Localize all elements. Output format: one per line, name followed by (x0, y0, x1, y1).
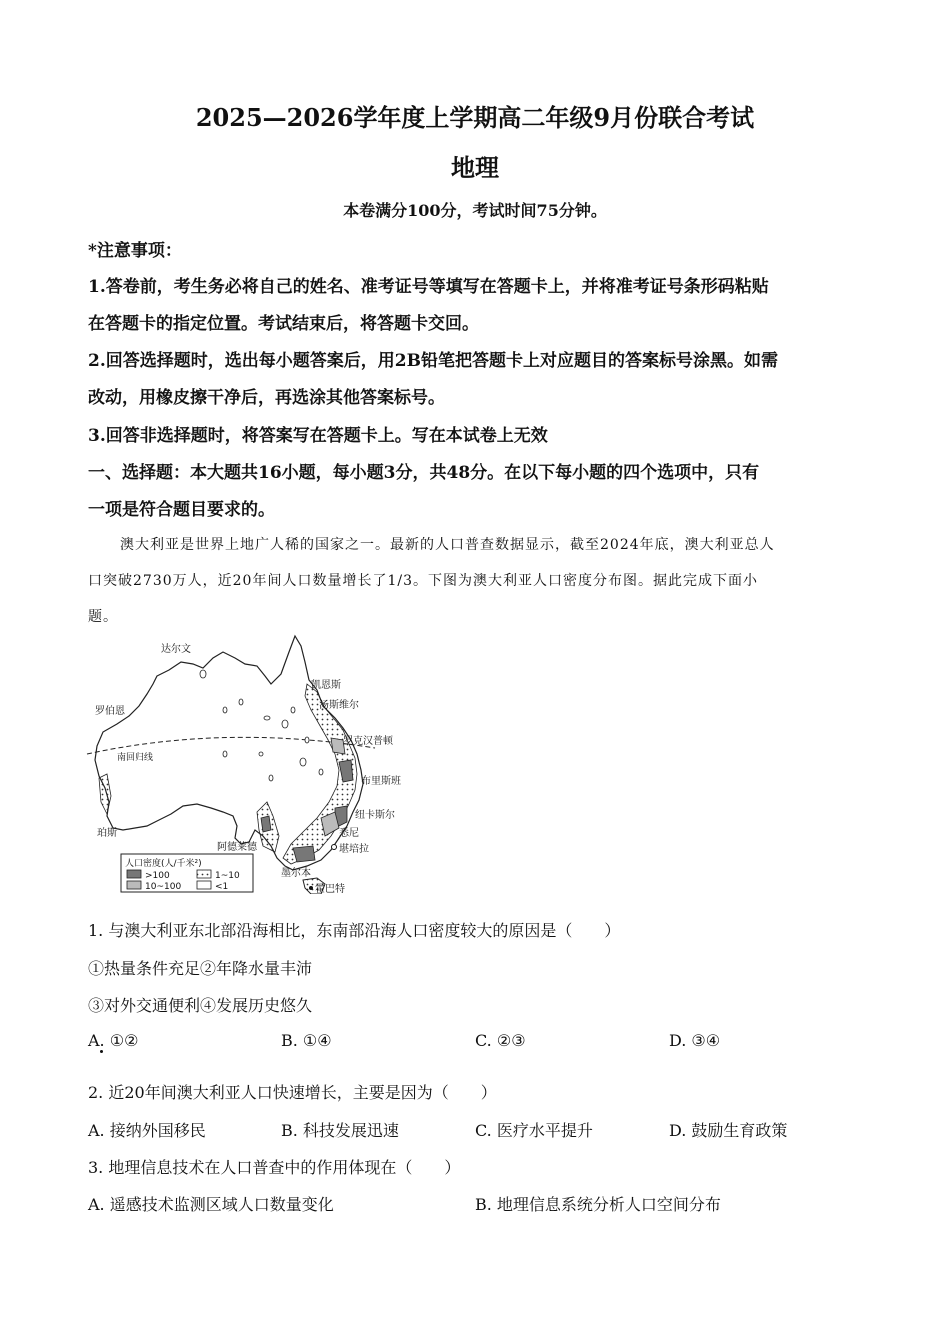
notes-line-2: 在答题卡的指定位置。考试结束后，将答题卡交回。 (88, 314, 479, 334)
sparse-settlement (259, 752, 263, 756)
notes-line-1: 1.答卷前，考生务必将自己的姓名、准考证号等填写在答题卡上，并将准考证号条形码粘贴 (88, 277, 769, 297)
label-sydney: 悉尼 (339, 828, 359, 839)
sparse-settlement (223, 751, 227, 757)
label-brisbane: 布里斯班 (361, 776, 401, 787)
sparse-settlement (200, 670, 206, 678)
hobart-marker (309, 886, 313, 890)
notes-line-3: 2.回答选择题时，选出每小题答案后，用2B铅笔把答题卡上对应题目的答案标号涂黑。如需 (88, 351, 778, 371)
sparse-settlement (223, 707, 227, 713)
exam-info: 本卷满分100分，考试时间75分钟。 (343, 201, 607, 220)
question-3-option-a[interactable]: A. 遥感技术监测区域人口数量变化 (88, 1195, 334, 1214)
passage-line-2: 口突破2730万人，近20年间人口数量增长了1/3。下图为澳大利亚人口密度分布图。据此完成下面小 (88, 573, 758, 589)
legend-swatch-sparse (197, 881, 211, 889)
question-2-option-c[interactable]: C. 医疗水平提升 (475, 1121, 593, 1140)
notes-heading: *注意事项： (88, 241, 182, 261)
label-adelaide: 阿德莱德 (217, 842, 257, 853)
question-1-option-b[interactable]: B. ①④ (281, 1031, 332, 1050)
sparse-settlement (239, 699, 243, 705)
adelaide-high-density (261, 816, 271, 832)
question-1-option-a[interactable]: A. ①② (88, 1031, 139, 1050)
canberra-marker (332, 845, 337, 850)
label-townsville: 汤斯维尔 (319, 700, 359, 711)
sparse-settlement (269, 775, 273, 781)
sparse-settlement (305, 737, 309, 743)
question-2-option-d[interactable]: D. 鼓励生育政策 (669, 1121, 788, 1140)
label-darwin: 达尔文 (161, 644, 191, 655)
question-1-statement-2: ③对外交通便利④发展历史悠久 (88, 996, 313, 1015)
sparse-settlement (291, 707, 295, 713)
label-hobart: 霍巴特 (315, 884, 345, 894)
legend-label-high: >100 (145, 871, 170, 881)
notes-line-5: 3.回答非选择题时，将答案写在答题卡上。写在本试卷上无效 (88, 426, 548, 446)
sparse-settlement (300, 758, 306, 766)
question-1-statement-1: ①热量条件充足②年降水量丰沛 (88, 959, 313, 978)
subject-title: 地理 (451, 153, 499, 182)
label-perth: 珀斯 (97, 828, 117, 839)
passage-line-3: 题。 (88, 609, 118, 625)
question-1-option-d[interactable]: D. ③④ (669, 1031, 721, 1050)
australia-density-map (85, 632, 415, 894)
label-rockhampton: 罗克汉普顿 (343, 736, 393, 747)
label-cairns: 凯恩斯 (311, 680, 341, 691)
label-melbourne: 墨尔本 (281, 868, 311, 879)
exam-title: 2025—2026学年度上学期高二年级9月份联合考试 (195, 103, 755, 132)
sparse-settlement (264, 716, 270, 720)
label-broome: 罗伯恩 (95, 706, 125, 717)
question-2-stem: 2. 近20年间澳大利亚人口快速增长，主要是因为（ ） (88, 1083, 497, 1102)
notes-line-4: 改动，用橡皮擦干净后，再选涂其他答案标号。 (88, 388, 445, 408)
question-3-option-b[interactable]: B. 地理信息系统分析人口空间分布 (475, 1195, 721, 1214)
legend-title: 人口密度(人/千米²) (125, 859, 202, 869)
label-newcastle: 纽卡斯尔 (355, 810, 395, 821)
label-tropic: 南回归线 (117, 753, 154, 763)
question-2-option-a[interactable]: A. 接纳外国移民 (88, 1121, 206, 1140)
question-1-stem: 1. 与澳大利亚东北部沿海相比，东南部沿海人口密度较大的原因是（ ） (88, 921, 621, 940)
legend-label-sparse: <1 (215, 882, 229, 892)
question-1-option-c[interactable]: C. ②③ (475, 1031, 526, 1050)
legend-label-mid: 10~100 (145, 882, 182, 892)
section-line-2: 一项是符合题目要求的。 (88, 500, 275, 520)
sparse-settlement (319, 769, 323, 775)
sparse-settlement (282, 720, 288, 728)
passage-line-1: 澳大利亚是世界上地广人稀的国家之一。最新的人口普查数据显示，截至2024年底，澳大利亚总人 (120, 537, 775, 553)
question-3-stem: 3. 地理信息技术在人口普查中的作用体现在（ ） (88, 1158, 461, 1177)
label-canberra: 堪培拉 (339, 844, 369, 855)
legend-swatch-high (127, 870, 141, 878)
legend-swatch-low (197, 870, 211, 878)
option-dot (100, 1050, 103, 1053)
melbourne-high-density (293, 846, 315, 862)
question-2-option-b[interactable]: B. 科技发展迅速 (281, 1121, 399, 1140)
section-line-1: 一、选择题：本大题共16小题，每小题3分，共48分。在以下每小题的四个选项中，只有 (88, 463, 760, 483)
legend-label-low: 1~10 (215, 871, 240, 881)
legend-swatch-mid (127, 881, 141, 889)
